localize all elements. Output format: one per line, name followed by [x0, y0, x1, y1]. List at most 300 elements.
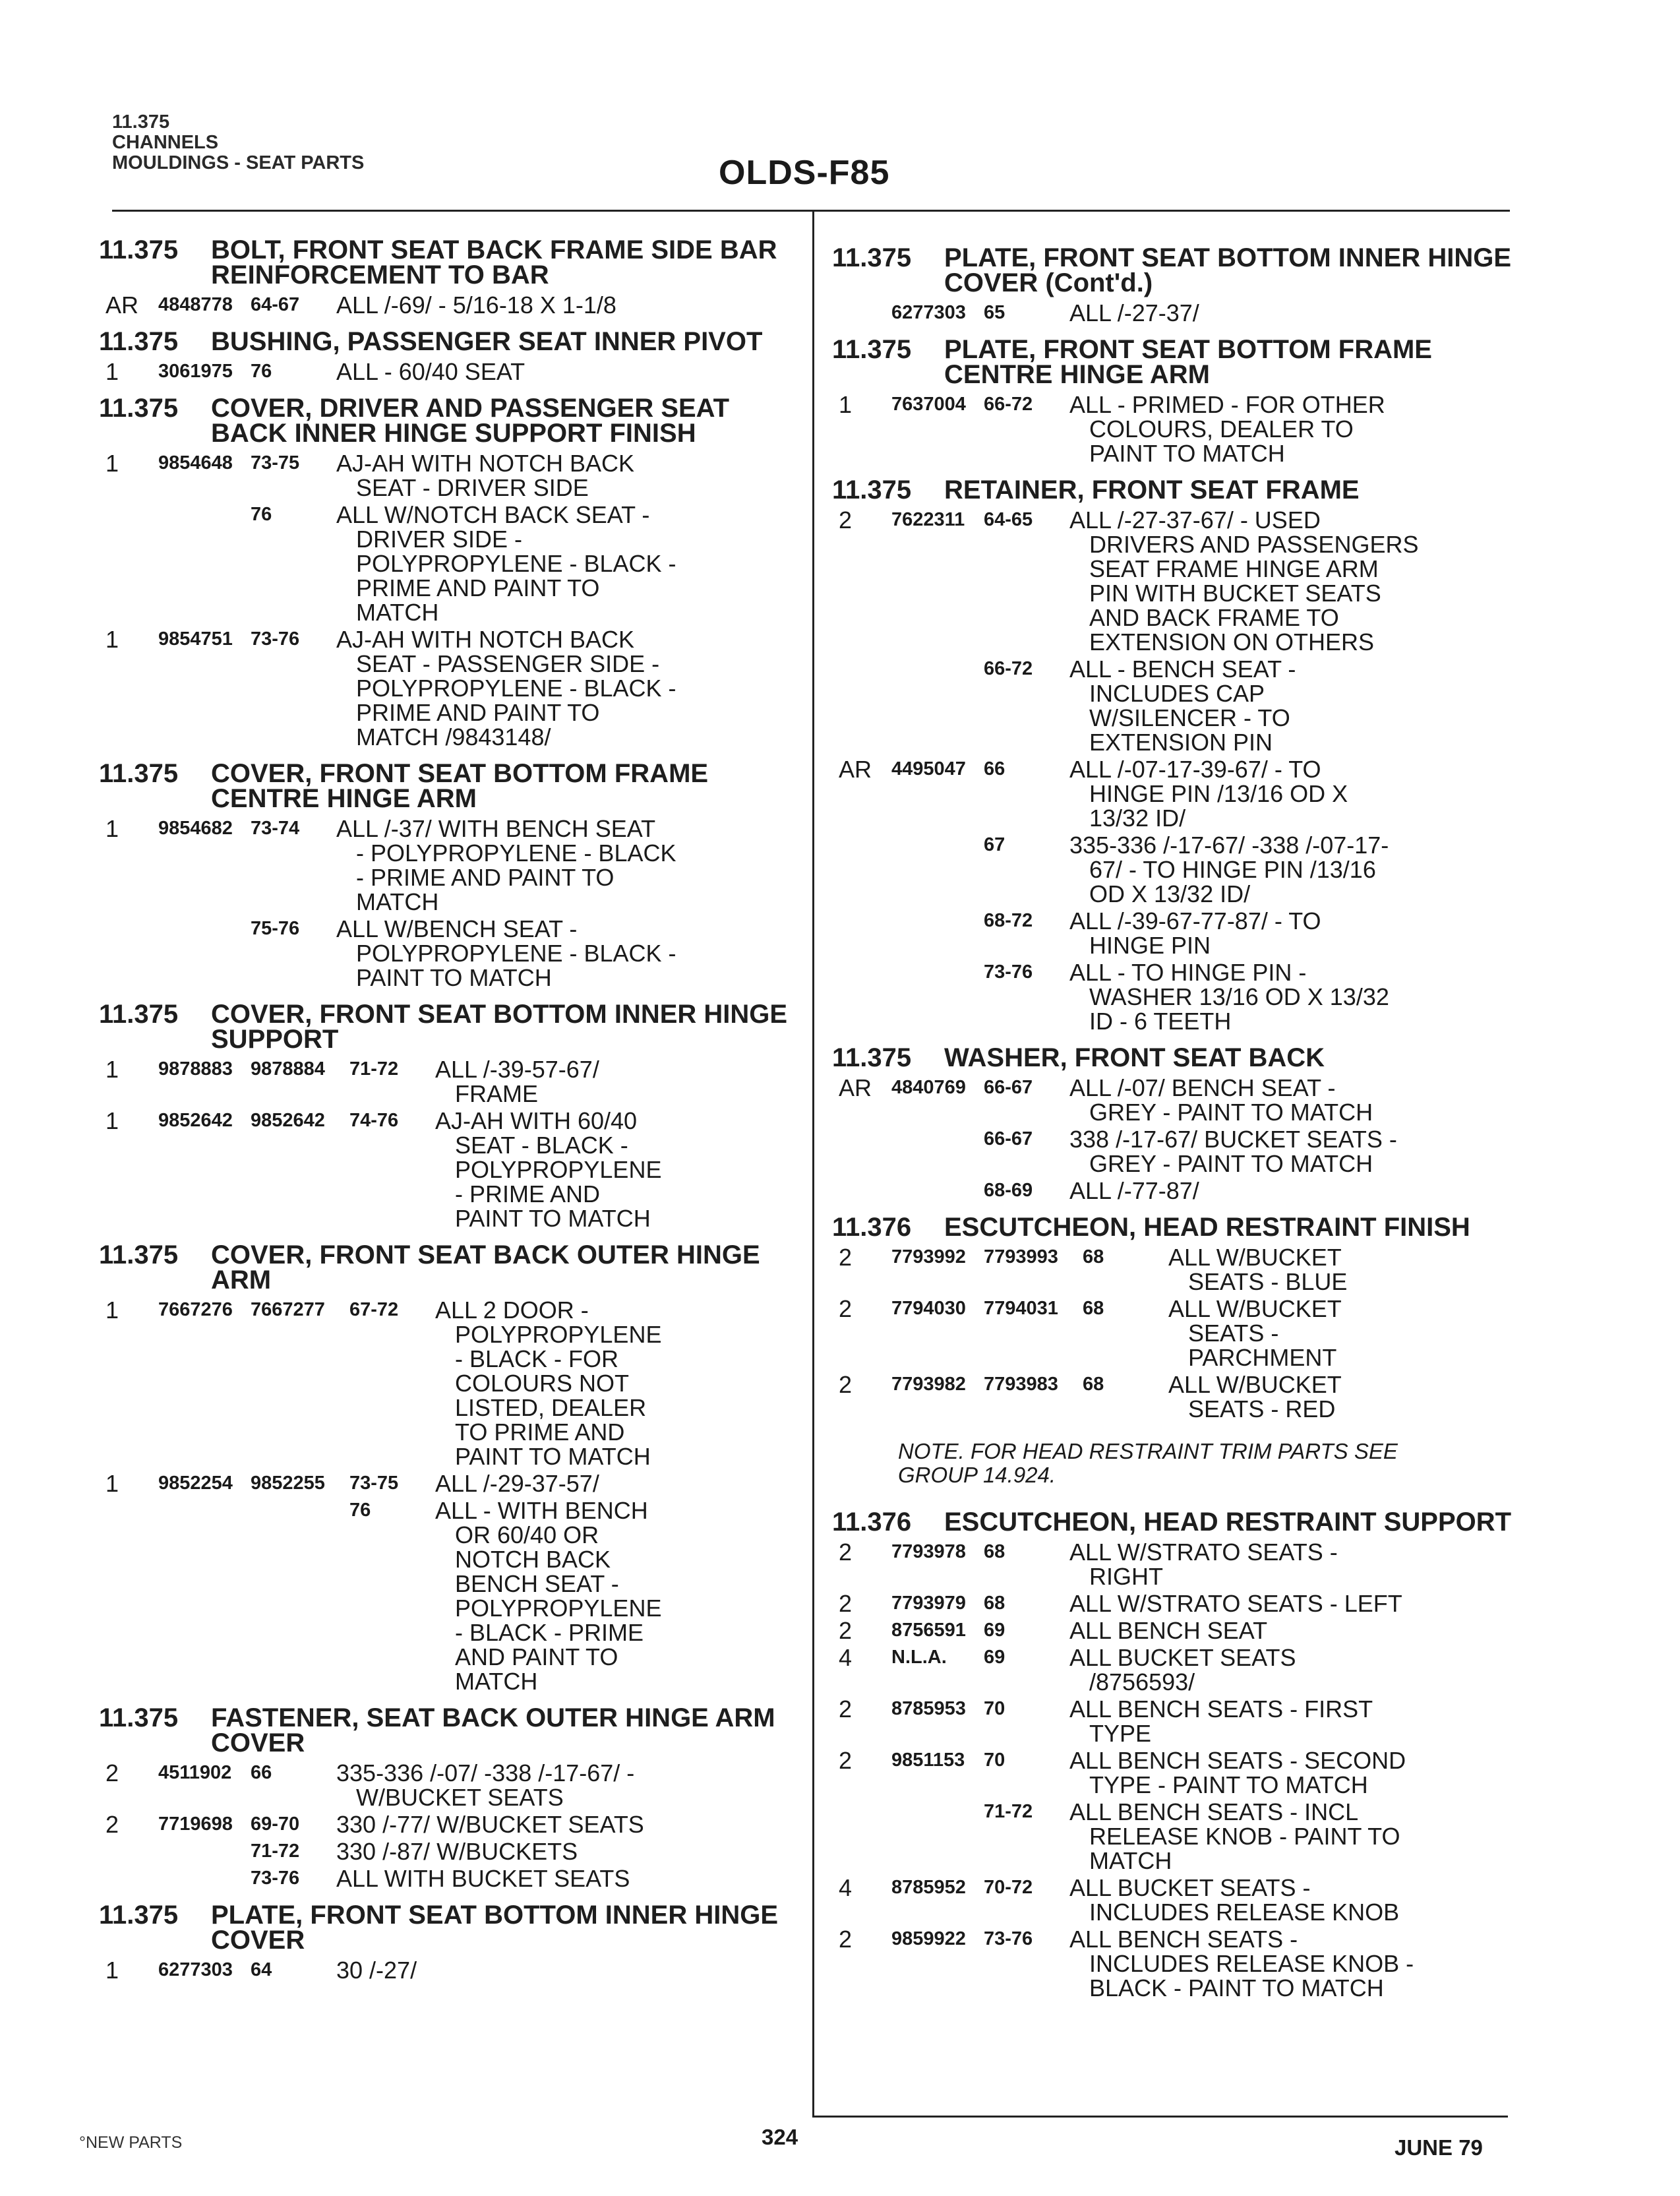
model-years: 64-67: [251, 294, 300, 315]
part-description: [435, 1298, 798, 1469]
description-line: DRIVER SIDE -: [356, 526, 523, 553]
description-line: MATCH: [356, 599, 439, 626]
model-years: 74-76: [349, 1110, 399, 1131]
parts-list: [99, 293, 798, 317]
part-row: [832, 1591, 1524, 1616]
column-divider: [812, 211, 814, 2117]
parts-list: [99, 451, 798, 749]
description-line: ALL W/BUCKET: [1168, 1244, 1342, 1271]
quantity: 1: [105, 358, 119, 385]
part-row: [832, 1876, 1524, 1924]
parts-list: [99, 1761, 798, 1891]
description-line: PAINT TO MATCH: [455, 1205, 651, 1232]
quantity: 2: [839, 1926, 853, 1953]
part-description: [1069, 1618, 1524, 1643]
part-description: [1069, 1800, 1524, 1873]
model-years: 70: [984, 1750, 1005, 1771]
part-row: [832, 508, 1524, 654]
description-line: 338 /-17-67/ BUCKET SEATS -: [1069, 1126, 1397, 1153]
section-number: 11.375: [832, 475, 912, 504]
section-number: 11.375: [99, 759, 179, 788]
part-number: 9851153: [891, 1750, 965, 1771]
description-line: ALL BENCH SEATS - INCL: [1069, 1798, 1359, 1825]
quantity: [99, 503, 158, 625]
quantity: [99, 1498, 158, 1693]
quantity: [832, 960, 891, 1033]
description-line: ALL /-07/ BENCH SEAT -: [1069, 1074, 1336, 1101]
description-line: AJ-AH WITH 60/40: [435, 1107, 638, 1134]
part-row: [832, 1540, 1524, 1589]
part-description: [336, 627, 798, 749]
part-number: [158, 917, 251, 990]
description-line: WASHER 13/16 OD X 13/32: [1089, 983, 1389, 1010]
description-line: POLYPROPYLENE - BLACK -: [356, 940, 676, 967]
part-number: 9878883: [158, 1058, 233, 1080]
quantity: 1: [105, 1470, 119, 1497]
model-years: 73-75: [349, 1473, 399, 1494]
part-description: [336, 816, 798, 914]
section-number: 11.375: [99, 1901, 179, 1930]
description-line: ALL W/STRATO SEATS -: [1069, 1539, 1338, 1566]
part-number: [891, 1127, 984, 1176]
section-title: FASTENER, SEAT BACK OUTER HINGE ARM COVER: [211, 1703, 775, 1757]
description-line: W/BUCKET SEATS: [356, 1784, 564, 1811]
section-number: 11.375: [832, 243, 912, 272]
description-line: SEATS -: [1188, 1320, 1279, 1347]
parts-list: [832, 1076, 1524, 1203]
description-line: DRIVERS AND PASSENGERS: [1089, 531, 1419, 558]
description-line: POLYPROPYLENE - BLACK -: [356, 550, 676, 577]
part-number: 9854682: [158, 818, 233, 839]
model-years: 71-72: [349, 1058, 399, 1080]
model-years: 73-76: [984, 1928, 1033, 1949]
part-number-alt: 7793983: [984, 1374, 1058, 1395]
part-description: [336, 293, 798, 317]
part-description: [1069, 1178, 1524, 1203]
part-row: [832, 1296, 1524, 1370]
description-line: ALL /-07-17-39-67/ - TO: [1069, 756, 1321, 783]
quantity: 1: [105, 1056, 119, 1083]
description-line: MATCH: [356, 888, 439, 915]
model-years: 68: [984, 1593, 1005, 1614]
parts-list: [99, 359, 798, 384]
part-number: 9852254: [158, 1473, 233, 1494]
header-category-mouldings: MOULDINGS - SEAT PARTS: [112, 152, 365, 173]
description-line: PAINT TO MATCH: [455, 1443, 651, 1470]
quantity: AR: [839, 1074, 872, 1101]
part-number-alt: 9852642: [251, 1110, 325, 1131]
part-description: [1069, 1645, 1524, 1694]
description-line: INCLUDES CAP: [1089, 680, 1265, 707]
part-row: [99, 451, 798, 500]
section-title: PLATE, FRONT SEAT BOTTOM INNER HINGE COVER: [211, 1901, 778, 1955]
description-line: RELEASE KNOB - PAINT TO: [1089, 1823, 1400, 1850]
part-description: [1168, 1245, 1524, 1294]
part-row: [99, 1839, 798, 1864]
header-category-channels: CHANNELS: [112, 132, 219, 153]
quantity: [832, 1800, 891, 1873]
description-line: POLYPROPYLENE - BLACK -: [356, 675, 676, 702]
part-number: N.L.A.: [891, 1647, 947, 1668]
quantity: 2: [839, 1747, 853, 1774]
description-line: MATCH: [455, 1668, 538, 1695]
description-line: AJ-AH WITH NOTCH BACK: [336, 626, 635, 653]
parts-section: [832, 337, 1524, 466]
parts-section: [99, 396, 798, 749]
description-line: RIGHT: [1089, 1563, 1163, 1590]
model-years: 66: [251, 1762, 272, 1783]
part-number-alt: 7794031: [984, 1298, 1058, 1319]
part-row: [832, 833, 1524, 906]
section-number: 11.375: [99, 235, 179, 264]
part-number: [891, 1800, 984, 1873]
part-row: [99, 1471, 798, 1496]
description-line: - BLACK - FOR: [455, 1345, 619, 1372]
parts-section: [99, 329, 798, 384]
part-description: [1069, 392, 1524, 466]
description-line: 335-336 /-07/ -338 /-17-67/ -: [336, 1759, 635, 1786]
quantity: [832, 909, 891, 958]
section-heading: [99, 396, 798, 446]
parts-section: [99, 1002, 798, 1231]
model-years: 68: [1083, 1374, 1104, 1395]
description-line: ALL - WITH BENCH: [435, 1497, 648, 1524]
description-line: ALL W/STRATO SEATS - LEFT: [1069, 1590, 1402, 1617]
part-row: [832, 1245, 1524, 1294]
part-description: [435, 1109, 798, 1231]
quantity: 4: [839, 1874, 853, 1901]
part-description: [336, 917, 798, 990]
part-number: [891, 1178, 984, 1203]
description-line: SEAT - PASSENGER SIDE -: [356, 650, 660, 677]
section-title: PLATE, FRONT SEAT BOTTOM INNER HINGE COVER (Cont'd.): [944, 243, 1511, 297]
part-description: [1069, 508, 1524, 654]
description-line: W/SILENCER - TO: [1089, 704, 1290, 731]
model-years: 69: [984, 1620, 1005, 1641]
description-line: ALL W/NOTCH BACK SEAT -: [336, 501, 650, 528]
description-line: ALL /-39-57-67/: [435, 1056, 599, 1083]
model-years: 70: [984, 1698, 1005, 1719]
parts-list: [832, 508, 1524, 1033]
model-years: 67-72: [349, 1299, 399, 1320]
section-number: 11.376: [832, 1213, 912, 1242]
section-title: RETAINER, FRONT SEAT FRAME: [944, 475, 1360, 504]
description-line: BLACK - PAINT TO MATCH: [1089, 1974, 1384, 2001]
model-years: 66-67: [984, 1128, 1033, 1149]
section-heading: [99, 1705, 798, 1755]
description-line: ALL /-29-37-57/: [435, 1470, 599, 1497]
part-number: 3061975: [158, 361, 233, 382]
part-row: [99, 1109, 798, 1231]
model-years: 64-65: [984, 509, 1033, 530]
description-line: ALL BENCH SEATS - FIRST: [1069, 1695, 1373, 1723]
description-line: INCLUDES RELEASE KNOB: [1089, 1899, 1400, 1926]
quantity: 2: [839, 1695, 853, 1723]
parts-section: [832, 477, 1524, 1033]
quantity: 1: [105, 1957, 119, 1984]
description-line: ALL /-39-67-77-87/ - TO: [1069, 907, 1321, 934]
description-line: ID - 6 TEETH: [1089, 1008, 1232, 1035]
description-line: - POLYPROPYLENE - BLACK: [356, 839, 676, 867]
description-line: TO PRIME AND: [455, 1418, 625, 1446]
part-number: [158, 1498, 251, 1693]
part-number: 7719698: [158, 1814, 233, 1835]
part-number-alt: 9878884: [251, 1058, 325, 1080]
model-years: 67: [984, 834, 1005, 855]
description-line: ALL - PRIMED - FOR OTHER: [1069, 391, 1385, 418]
part-row: [99, 1812, 798, 1837]
description-line: HINGE PIN /13/16 OD X: [1089, 780, 1348, 807]
parts-list: [832, 1245, 1524, 1421]
section-heading: [99, 237, 798, 288]
note-line: GROUP 14.924.: [898, 1463, 1056, 1487]
part-description: [336, 1958, 798, 1982]
part-row: [832, 301, 1524, 325]
part-number: 9854751: [158, 628, 233, 650]
part-number: 7622311: [891, 509, 965, 530]
section-number: 11.375: [832, 335, 912, 364]
parts-list: [99, 1057, 798, 1231]
part-description: [1069, 1876, 1524, 1924]
part-description: [1168, 1372, 1524, 1421]
part-description: [336, 1839, 798, 1864]
part-description: [1069, 1127, 1524, 1176]
part-row: [99, 1498, 798, 1693]
parts-section: [832, 1045, 1524, 1203]
part-row: [832, 1645, 1524, 1694]
part-description: [1069, 301, 1524, 325]
part-number: 7793982: [891, 1374, 966, 1395]
model-years: 68: [1083, 1246, 1104, 1267]
description-line: AND PAINT TO: [455, 1643, 618, 1670]
model-years: 68: [984, 1541, 1005, 1562]
model-years: 68-72: [984, 910, 1033, 931]
parts-section: [832, 1215, 1524, 1487]
description-line: COLOURS, DEALER TO: [1089, 415, 1354, 442]
part-row: [832, 757, 1524, 830]
part-number: 7793979: [891, 1593, 966, 1614]
model-years: 68-69: [984, 1180, 1033, 1201]
part-description: [336, 1866, 798, 1891]
part-row: [99, 1866, 798, 1891]
model-years: 73-76: [251, 1868, 300, 1889]
footer-new-parts-legend: °NEW PARTS: [79, 2133, 183, 2152]
part-row: [832, 1927, 1524, 2000]
description-line: SEAT - DRIVER SIDE: [356, 474, 589, 501]
model-years: 69: [984, 1647, 1005, 1668]
description-line: ALL BENCH SEATS - SECOND: [1069, 1747, 1406, 1774]
quantity: AR: [105, 291, 139, 319]
part-row: [832, 1697, 1524, 1746]
description-line: ALL - BENCH SEAT -: [1069, 656, 1296, 683]
description-line: PARCHMENT: [1188, 1344, 1337, 1371]
part-description: [1168, 1296, 1524, 1370]
description-line: ALL W/BUCKET: [1168, 1371, 1342, 1398]
section-heading: [99, 1242, 798, 1293]
description-line: NOTCH BACK: [455, 1546, 611, 1573]
description-line: PRIME AND PAINT TO: [356, 699, 600, 726]
part-number: [891, 960, 984, 1033]
description-line: SEAT - BLACK -: [455, 1132, 628, 1159]
part-number: 7793992: [891, 1246, 966, 1267]
page-title: OLDS-F85: [719, 154, 890, 192]
section-title: PLATE, FRONT SEAT BOTTOM FRAME CENTRE HINGE ARM: [944, 335, 1432, 389]
section-title: ESCUTCHEON, HEAD RESTRAINT FINISH: [944, 1213, 1470, 1242]
quantity: [99, 1866, 158, 1891]
part-row: [832, 1748, 1524, 1797]
description-line: PIN WITH BUCKET SEATS: [1089, 580, 1381, 607]
description-line: TYPE: [1089, 1720, 1152, 1747]
quantity: 1: [105, 626, 119, 653]
part-number: 6277303: [158, 1959, 233, 1980]
part-description: [1069, 1748, 1524, 1797]
description-line: COLOURS NOT: [455, 1370, 630, 1397]
description-line: PAINT TO MATCH: [1089, 440, 1285, 467]
model-years: 76: [251, 361, 272, 382]
part-row: [832, 909, 1524, 958]
model-years: 70-72: [984, 1877, 1033, 1898]
description-line: PAINT TO MATCH: [356, 964, 552, 991]
quantity: AR: [839, 756, 872, 783]
section-heading: [832, 477, 1524, 503]
part-row: [832, 392, 1524, 466]
part-description: [1069, 1540, 1524, 1589]
part-number: 9854648: [158, 452, 233, 473]
part-number: 7637004: [891, 394, 966, 415]
parts-section: [99, 237, 798, 317]
description-line: 13/32 ID/: [1089, 805, 1186, 832]
part-number: 8756591: [891, 1620, 966, 1641]
description-line: ALL /-27-37-67/ - USED: [1069, 506, 1321, 534]
parts-section: [99, 1903, 798, 1982]
section-title: BUSHING, PASSENGER SEAT INNER PIVOT: [211, 327, 763, 356]
parts-list: [99, 816, 798, 990]
quantity: [99, 1839, 158, 1864]
part-description: [336, 451, 798, 500]
model-years: 76: [349, 1500, 371, 1521]
quantity: 1: [105, 450, 119, 477]
quantity: 2: [105, 1759, 119, 1786]
quantity: 2: [839, 1617, 853, 1644]
part-row: [832, 657, 1524, 754]
quantity: [832, 657, 891, 754]
parts-list: [832, 392, 1524, 466]
parts-section: [99, 1705, 798, 1891]
part-description: [336, 1761, 798, 1810]
part-description: [1069, 757, 1524, 830]
description-line: ALL W/BUCKET: [1168, 1295, 1342, 1322]
section-title: WASHER, FRONT SEAT BACK: [944, 1043, 1325, 1072]
description-line: ALL BUCKET SEATS -: [1069, 1874, 1311, 1901]
description-line: TYPE - PAINT TO MATCH: [1089, 1771, 1368, 1798]
header-rule: [112, 210, 1510, 212]
right-column: [832, 245, 1524, 2012]
description-line: 330 /-87/ W/BUCKETS: [336, 1838, 578, 1865]
description-line: ALL /-69/ - 5/16-18 X 1-1/8: [336, 291, 616, 319]
part-description: [1069, 1591, 1524, 1616]
part-number-alt: 9852255: [251, 1473, 325, 1494]
description-line: LISTED, DEALER: [455, 1394, 647, 1421]
part-number: 4511902: [158, 1762, 232, 1783]
part-description: [435, 1057, 798, 1106]
description-line: MATCH: [1089, 1847, 1172, 1874]
note-line: NOTE. FOR HEAD RESTRAINT TRIM PARTS SEE: [898, 1439, 1398, 1463]
description-line: MATCH /9843148/: [356, 723, 551, 750]
description-line: AJ-AH WITH NOTCH BACK: [336, 450, 635, 477]
description-line: - BLACK - PRIME: [455, 1619, 644, 1646]
left-column: [99, 237, 798, 1994]
part-row: [99, 293, 798, 317]
section-number: 11.375: [832, 1043, 912, 1072]
section-number: 11.375: [99, 1240, 179, 1269]
parts-section: [99, 1242, 798, 1693]
quantity: 1: [105, 1296, 119, 1324]
quantity: [832, 301, 891, 325]
section-title: BOLT, FRONT SEAT BACK FRAME SIDE BAR REINFORCEMENT TO BAR: [211, 235, 777, 290]
part-row: [99, 816, 798, 914]
part-description: [1069, 960, 1524, 1033]
part-number: 9859922: [891, 1928, 966, 1949]
part-row: [832, 1618, 1524, 1643]
description-line: ALL BENCH SEAT: [1069, 1617, 1268, 1644]
part-row: [99, 503, 798, 625]
section-number: 11.375: [99, 327, 179, 356]
model-years: 66-72: [984, 658, 1033, 679]
part-number: [891, 909, 984, 958]
part-description: [336, 503, 798, 625]
part-row: [832, 1178, 1524, 1203]
description-line: POLYPROPYLENE: [455, 1321, 662, 1348]
part-row: [832, 1800, 1524, 1873]
part-row: [99, 1958, 798, 1982]
section-title: COVER, DRIVER AND PASSENGER SEAT BACK INNER HINGE SUPPORT FINISH: [211, 394, 730, 448]
quantity: 1: [105, 1107, 119, 1134]
part-description: [1069, 1076, 1524, 1124]
description-line: 335-336 /-17-67/ -338 /-07-17-: [1069, 832, 1389, 859]
section-number: 11.375: [99, 394, 179, 423]
model-years: 66-72: [984, 394, 1033, 415]
section-heading: [99, 1002, 798, 1052]
part-row: [832, 960, 1524, 1033]
part-number: 8785952: [891, 1877, 966, 1898]
description-line: ALL W/BENCH SEAT -: [336, 915, 578, 942]
section-heading: [99, 1903, 798, 1953]
model-years: 64: [251, 1959, 272, 1980]
part-row: [832, 1076, 1524, 1124]
description-line: ALL /-27-37/: [1069, 299, 1199, 326]
description-line: POLYPROPYLENE: [455, 1595, 662, 1622]
description-line: OR 60/40 OR: [455, 1521, 599, 1548]
model-years: 75-76: [251, 918, 300, 939]
section-title: COVER, FRONT SEAT BOTTOM INNER HINGE SUPPORT: [211, 1000, 788, 1054]
quantity: 2: [839, 1295, 853, 1322]
part-number: 6277303: [891, 302, 966, 323]
description-line: BENCH SEAT -: [455, 1570, 619, 1597]
quantity: 2: [839, 1539, 853, 1566]
model-years: 68: [1083, 1298, 1104, 1319]
model-years: 76: [251, 504, 272, 525]
part-number-alt: 7793993: [984, 1246, 1058, 1267]
part-row: [832, 1127, 1524, 1176]
model-years: 73-76: [251, 628, 300, 650]
section-heading: [832, 1510, 1524, 1535]
model-years: 73-76: [984, 961, 1033, 983]
parts-list: [99, 1298, 798, 1693]
quantity: [832, 833, 891, 906]
section-title: COVER, FRONT SEAT BOTTOM FRAME CENTRE HINGE ARM: [211, 759, 709, 813]
part-description: [1069, 657, 1524, 754]
description-line: - PRIME AND PAINT TO: [356, 864, 615, 891]
